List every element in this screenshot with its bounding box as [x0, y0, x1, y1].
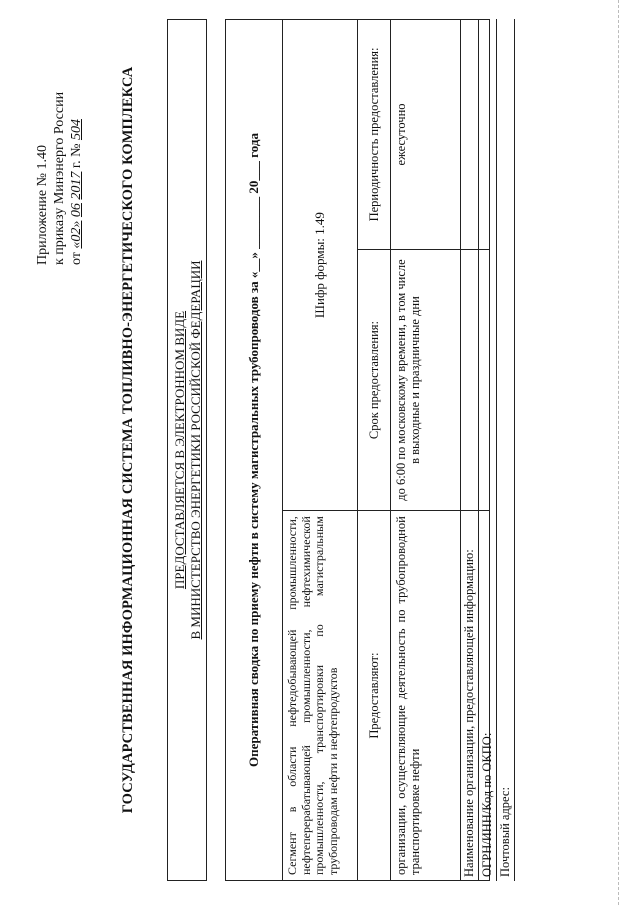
- org-ids-line: ОГРН/ИНН/Код по ОКПО:: [479, 19, 497, 881]
- org-address-line: Почтовый адрес:: [497, 19, 515, 881]
- annex-number: 504: [69, 119, 84, 141]
- annex-date-line: [68, 25, 85, 265]
- document-title: ГОСУДАРСТВЕННАЯ ИНФОРМАЦИОННАЯ СИСТЕМА ТОПЛИВНО-ЭНЕРГЕТИЧЕСКОГО КОМПЛЕКСА: [120, 66, 136, 814]
- form-code: Шифр формы: 1.49: [283, 20, 358, 511]
- scan-edge-line: [618, 0, 619, 905]
- annex-year: 2017: [69, 171, 84, 200]
- organization-info: [460, 19, 515, 881]
- segment-row: [283, 20, 358, 881]
- annex-day: «02»: [69, 220, 84, 249]
- submission-box: [167, 19, 207, 881]
- annex-line-2: к приказу Минэнерго России: [52, 91, 67, 265]
- column-header-deadline: Срок предоставления:: [358, 249, 391, 510]
- submission-line-2: В МИНИСТЕРСТВО ЭНЕРГЕТИКИ РОССИЙСКОЙ ФЕДЕРАЦИИ: [188, 260, 203, 640]
- annex-year-suffix: г. №: [69, 143, 84, 169]
- segment-description: Сегмент в области нефтедобывающей промышленности, нефтеперерабатывающей промышленности, нефтехимической промышленности, транспортировки по магистральным трубопроводам нефти и нефтепродуктов: [283, 511, 358, 881]
- annex-from-label: от: [69, 252, 84, 265]
- annex-line-1: Приложение № 1.40: [35, 145, 50, 265]
- submission-line-1: ПРЕДОСТАВЛЯЕТСЯ В ЭЛЕКТРОННОМ ВИДЕ: [172, 310, 187, 590]
- form-table: [225, 19, 490, 881]
- periodicity-value: ежесуточно: [391, 20, 490, 250]
- report-title: Оперативная сводка по приему нефти в систему магистральных трубопроводов за «__» ________ 20___ года: [226, 20, 283, 881]
- annex-month: 06: [69, 203, 84, 218]
- org-name-line: Наименование организации, предоставляющей информацию:: [460, 19, 479, 881]
- column-header-periodicity: Периодичность предоставления:: [358, 20, 391, 250]
- annex-block: [34, 25, 85, 265]
- column-header-submitters: Предоставляют:: [358, 511, 391, 881]
- header-row: [358, 20, 391, 881]
- deadline-value: до 6:00 по московскому времени, в том числе в выходные и праздничные дни: [391, 249, 490, 510]
- title-row: [226, 20, 283, 881]
- submitters-value: организации, осуществляющие деятельность по трубопроводной транспортировке нефти: [391, 511, 490, 881]
